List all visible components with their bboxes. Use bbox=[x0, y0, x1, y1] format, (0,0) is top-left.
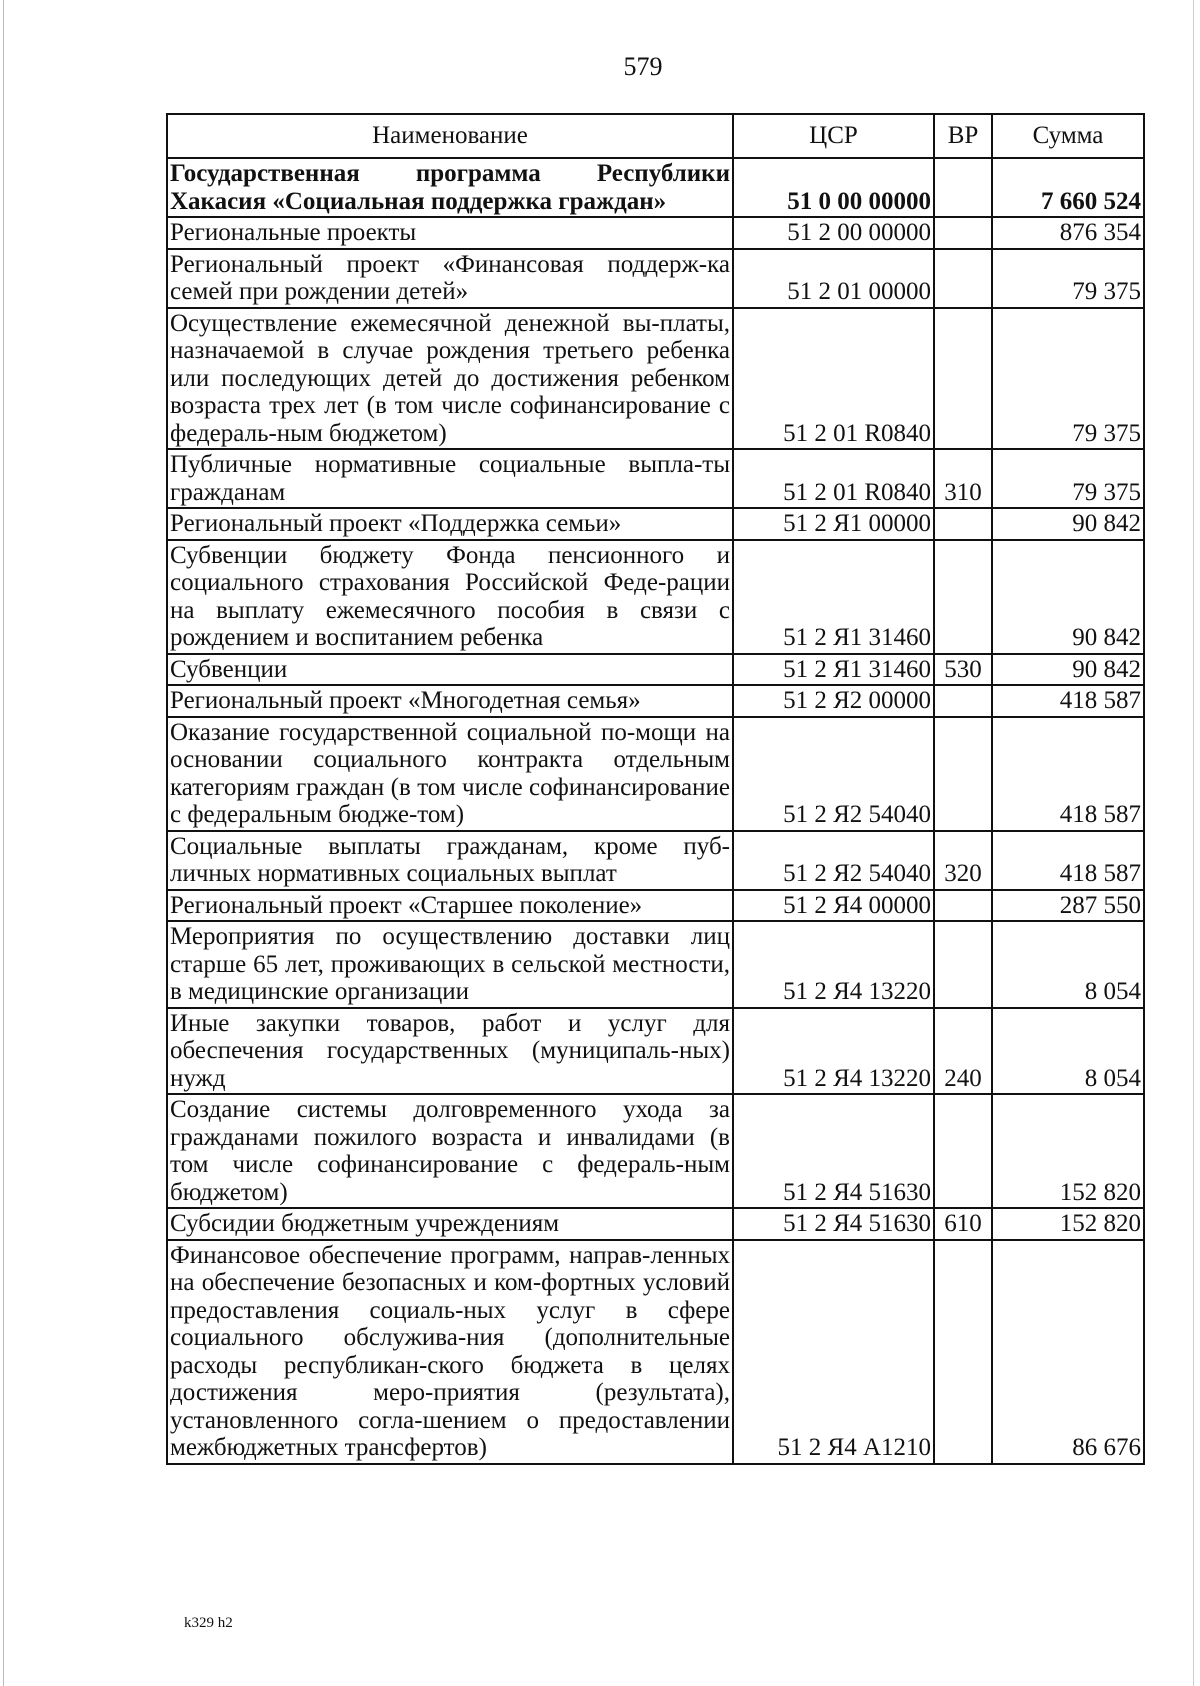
row-name: Субвенции bbox=[167, 654, 733, 686]
row-name: Субвенции бюджету Фонда пенсионного и социального страхования Российской Феде-рации на выплату ежемесячного пособия в связи с рождением и воспитанием ребенка bbox=[167, 540, 733, 654]
row-name: Осуществление ежемесячной денежной вы-платы, назначаемой в случае рождения третьего ребенка или последующих детей до достижения ребенком возраста трех лет (в том числе софинансирование с федераль-ным бюджетом) bbox=[167, 308, 733, 450]
table-row bbox=[167, 217, 1144, 249]
row-sum: 418 587 bbox=[992, 685, 1144, 717]
row-sum: 418 587 bbox=[992, 831, 1144, 890]
budget-table bbox=[166, 113, 1145, 1465]
row-csr: 51 2 Я4 51630 bbox=[733, 1094, 934, 1208]
row-name: Финансовое обеспечение программ, направ-ленных на обеспечение безопасных и ком-фортных условий предоставления социаль-ных услуг в сфере социального обслужива-ния (дополнительные расходы республикан-ского бюджета в целях достижения меро-приятия (результата), установленного согла-шением о предоставлении межбюджетных трансфертов) bbox=[167, 1240, 733, 1464]
row-sum: 152 820 bbox=[992, 1094, 1144, 1208]
table-row bbox=[167, 685, 1144, 717]
row-name: Региональный проект «Старшее поколение» bbox=[167, 890, 733, 922]
table-row bbox=[167, 1008, 1144, 1095]
table-row bbox=[167, 308, 1144, 450]
row-name: Создание системы долговременного ухода за гражданами пожилого возраста и инвалидами (в том числе софинансирование с федераль-ным бюджетом) bbox=[167, 1094, 733, 1208]
table-header-row bbox=[167, 114, 1144, 158]
table-row bbox=[167, 158, 1144, 217]
row-vr bbox=[934, 217, 992, 249]
row-vr bbox=[934, 249, 992, 308]
row-vr: 320 bbox=[934, 831, 992, 890]
table-row bbox=[167, 1240, 1144, 1464]
header-sum: Сумма bbox=[992, 114, 1144, 158]
row-vr bbox=[934, 1094, 992, 1208]
row-sum: 8 054 bbox=[992, 921, 1144, 1008]
row-name: Субсидии бюджетным учреждениям bbox=[167, 1208, 733, 1240]
row-sum: 418 587 bbox=[992, 717, 1144, 831]
row-csr: 51 2 01 00000 bbox=[733, 249, 934, 308]
table-row bbox=[167, 508, 1144, 540]
table-row bbox=[167, 249, 1144, 308]
table-row bbox=[167, 654, 1144, 686]
row-csr: 51 2 Я4 13220 bbox=[733, 921, 934, 1008]
table-row bbox=[167, 831, 1144, 890]
page-number: 579 bbox=[623, 52, 663, 81]
row-name: Государственная программа Республики Хакасия «Социальная поддержка граждан» bbox=[167, 158, 733, 217]
row-vr bbox=[934, 921, 992, 1008]
row-name: Региональный проект «Многодетная семья» bbox=[167, 685, 733, 717]
row-csr: 51 2 Я1 00000 bbox=[733, 508, 934, 540]
row-vr bbox=[934, 158, 992, 217]
row-csr: 51 2 Я1 31460 bbox=[733, 540, 934, 654]
row-vr bbox=[934, 717, 992, 831]
row-csr: 51 0 00 00000 bbox=[733, 158, 934, 217]
row-vr bbox=[934, 1240, 992, 1464]
row-name: Оказание государственной социальной по-мощи на основании социального контракта отдельным категориям граждан (в том числе софинансирование с федеральным бюдже-том) bbox=[167, 717, 733, 831]
row-name: Региональный проект «Финансовая поддерж-ка семей при рождении детей» bbox=[167, 249, 733, 308]
row-sum: 79 375 bbox=[992, 308, 1144, 450]
row-sum: 90 842 bbox=[992, 654, 1144, 686]
row-name: Региональные проекты bbox=[167, 217, 733, 249]
table-row bbox=[167, 1094, 1144, 1208]
row-csr: 51 2 Я4 51630 bbox=[733, 1208, 934, 1240]
header-vr: ВР bbox=[934, 114, 992, 158]
header-csr: ЦСР bbox=[733, 114, 934, 158]
row-name: Региональный проект «Поддержка семьи» bbox=[167, 508, 733, 540]
row-sum: 86 676 bbox=[992, 1240, 1144, 1464]
row-sum: 7 660 524 bbox=[992, 158, 1144, 217]
row-vr bbox=[934, 308, 992, 450]
row-sum: 152 820 bbox=[992, 1208, 1144, 1240]
row-csr: 51 2 Я2 54040 bbox=[733, 717, 934, 831]
row-sum: 876 354 bbox=[992, 217, 1144, 249]
row-csr: 51 2 Я4 13220 bbox=[733, 1008, 934, 1095]
row-name: Мероприятия по осуществлению доставки лиц старше 65 лет, проживающих в сельской местности, в медицинские организации bbox=[167, 921, 733, 1008]
row-sum: 90 842 bbox=[992, 508, 1144, 540]
table-body bbox=[167, 158, 1144, 1464]
row-vr: 240 bbox=[934, 1008, 992, 1095]
row-name: Социальные выплаты гражданам, кроме пуб-личных нормативных социальных выплат bbox=[167, 831, 733, 890]
table-row bbox=[167, 717, 1144, 831]
table-row bbox=[167, 890, 1144, 922]
scan-edge-right bbox=[1193, 0, 1194, 1686]
row-vr: 310 bbox=[934, 449, 992, 508]
row-vr bbox=[934, 540, 992, 654]
row-csr: 51 2 Я4 А1210 bbox=[733, 1240, 934, 1464]
row-sum: 287 550 bbox=[992, 890, 1144, 922]
row-sum: 8 054 bbox=[992, 1008, 1144, 1095]
header-name: Наименование bbox=[167, 114, 733, 158]
row-vr bbox=[934, 890, 992, 922]
scan-edge-left bbox=[3, 0, 4, 1686]
row-vr bbox=[934, 685, 992, 717]
row-csr: 51 2 01 R0840 bbox=[733, 308, 934, 450]
row-name: Публичные нормативные социальные выпла-ты гражданам bbox=[167, 449, 733, 508]
table-row bbox=[167, 921, 1144, 1008]
row-csr: 51 2 Я1 31460 bbox=[733, 654, 934, 686]
table-row bbox=[167, 449, 1144, 508]
row-sum: 90 842 bbox=[992, 540, 1144, 654]
row-csr: 51 2 Я4 00000 bbox=[733, 890, 934, 922]
row-sum: 79 375 bbox=[992, 249, 1144, 308]
footer-code: k329 h2 bbox=[184, 1615, 233, 1631]
row-csr: 51 2 01 R0840 bbox=[733, 449, 934, 508]
row-csr: 51 2 Я2 00000 bbox=[733, 685, 934, 717]
row-csr: 51 2 00 00000 bbox=[733, 217, 934, 249]
table-row bbox=[167, 540, 1144, 654]
row-vr: 530 bbox=[934, 654, 992, 686]
row-csr: 51 2 Я2 54040 bbox=[733, 831, 934, 890]
table-row bbox=[167, 1208, 1144, 1240]
row-sum: 79 375 bbox=[992, 449, 1144, 508]
row-vr: 610 bbox=[934, 1208, 992, 1240]
row-vr bbox=[934, 508, 992, 540]
row-name: Иные закупки товаров, работ и услуг для обеспечения государственных (муниципаль-ных) нужд bbox=[167, 1008, 733, 1095]
